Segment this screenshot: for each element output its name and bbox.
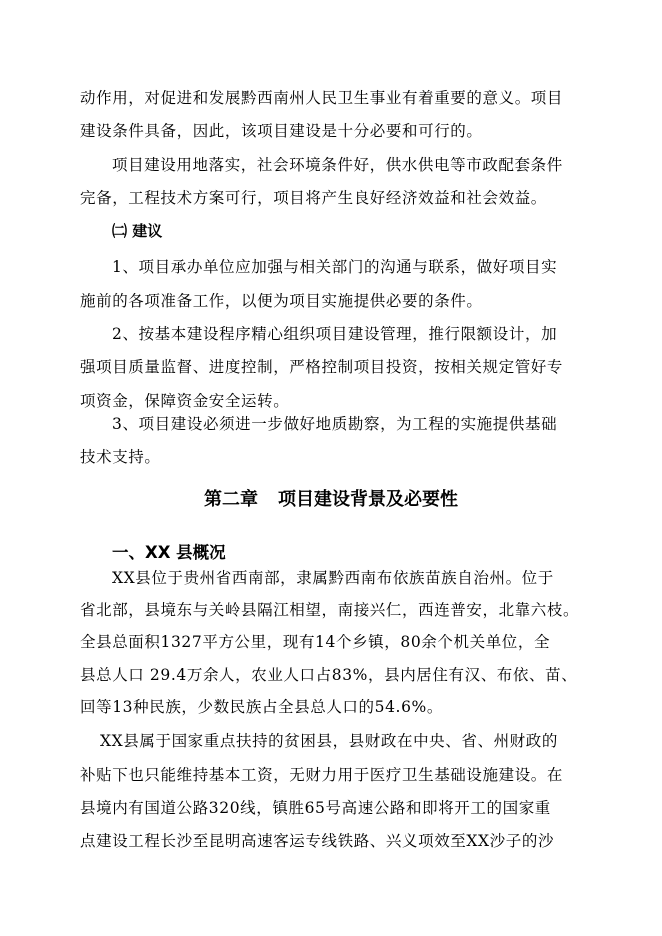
- chapter-number: 第二章: [204, 489, 258, 510]
- suggestion-line-1: 1、项目承办单位应加强与相关部门的沟通与联系，做好项目实: [112, 258, 558, 276]
- section-p1-line-1: XX县位于贵州省西南部，隶属黔西南布依族苗族自治州。位于: [112, 569, 554, 587]
- suggestion-heading: ㈡ 建议: [112, 222, 163, 240]
- section-p1-line-3: 全县总面积1327平方公里，现有14个乡镇，80余个机关单位，全: [80, 633, 551, 651]
- section-p2-line-4: 点建设工程长沙至昆明高速客运专线铁路、兴义项效至XX沙子的沙: [80, 832, 555, 850]
- suggestion-line-7: 技术支持。: [80, 448, 161, 466]
- section-p1-line-4: 县总人口 29.4万余人，农业人口占83%，县内居住有汉、布依、苗、: [80, 666, 578, 684]
- chapter-name: 项目建设背景及必要性: [278, 489, 458, 510]
- suggestion-line-6: 3、项目建设必须进一步做好地质勘察，为工程的实施提供基础: [112, 415, 558, 433]
- section-p2-line-2: 补贴下也只能维持基本工资，无财力用于医疗卫生基础设施建设。在: [80, 766, 564, 784]
- section-p1-line-2: 省北部，县境东与关岭县隔江相望，南接兴仁，西连普安，北靠六枝。: [80, 601, 580, 619]
- section-p2-line-1: XX县属于国家重点扶持的贫困县，县财政在中央、省、州财政的: [100, 732, 558, 750]
- suggestion-line-3: 2、按基本建设程序精心组织项目建设管理，推行限额设计，加: [112, 325, 558, 343]
- section-p1-line-5: 回等13种民族，少数民族占全县总人口的54.6%。: [80, 698, 443, 716]
- intro-line-1: 动作用，对促进和发展黔西南州人民卫生事业有着重要的意义。项目: [80, 89, 564, 107]
- suggestion-line-4: 强项目质量监督、进度控制，严格控制项目投资，按相关规定管好专: [80, 358, 564, 376]
- section-p2-line-3: 县境内有国道公路320线，镇胜65号高速公路和即将开工的国家重: [80, 799, 551, 817]
- suggestion-line-2: 施前的各项准备工作，以便为项目实施提供必要的条件。: [80, 292, 483, 310]
- suggestion-line-5: 项资金，保障资金安全运转。: [80, 392, 290, 410]
- section-heading: 一、XX 县概况: [112, 543, 226, 562]
- intro-line-4: 完备，工程技术方案可行，项目将产生良好经济效益和社会效益。: [80, 189, 547, 207]
- intro-line-3: 项目建设用地落实，社会环境条件好，供水供电等市政配套条件: [112, 156, 563, 174]
- chapter-title: [0, 488, 662, 512]
- intro-line-2: 建设条件具备，因此，该项目建设是十分必要和可行的。: [80, 122, 483, 140]
